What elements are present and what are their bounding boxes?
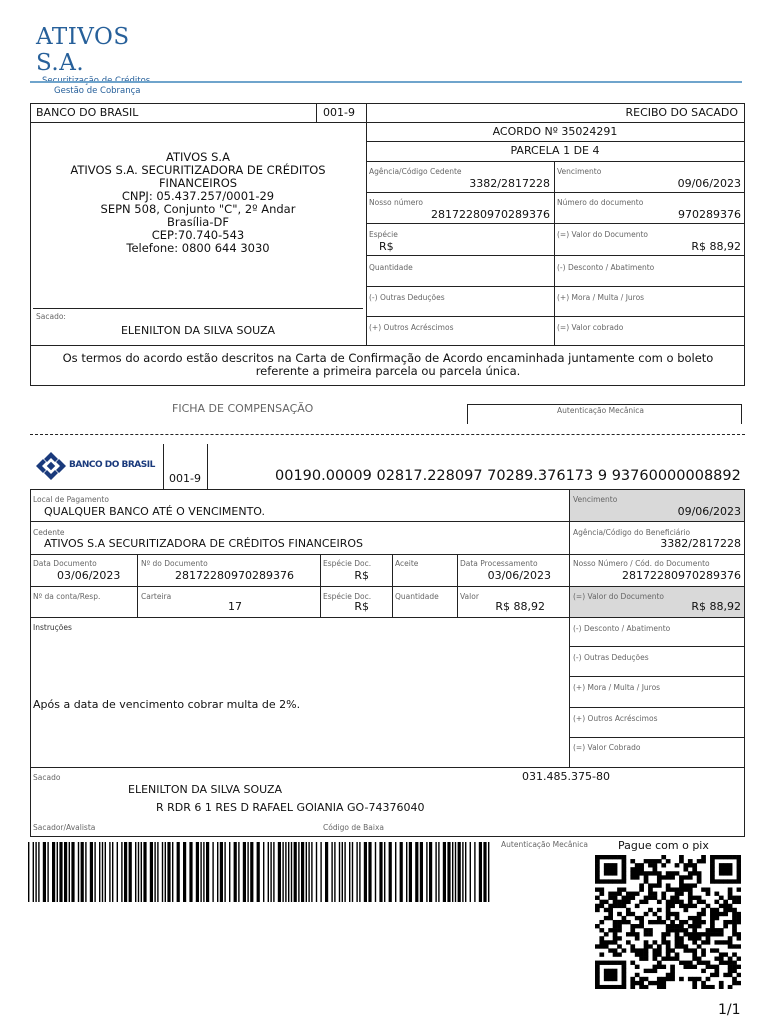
pix-label: Pague com o pix xyxy=(618,839,709,852)
instrucao-text: Após a data de vencimento cobrar multa de 2%. xyxy=(33,698,301,711)
receipt-especie-label: Espécie xyxy=(369,230,398,239)
receipt-valor-doc-label: (=) Valor do Documento xyxy=(557,230,648,239)
bank-logo-icon xyxy=(36,452,66,480)
receipt-vencimento: 09/06/2023 xyxy=(677,177,741,190)
slip-sacado-doc: 031.485.375-80 xyxy=(522,770,610,783)
local-label: Local de Pagamento xyxy=(33,495,109,504)
receipt-vencimento-label: Vencimento xyxy=(557,167,602,176)
especie-doc-label: Espécie Doc. xyxy=(323,559,372,568)
receipt-nosso-numero: 28172280970289376 xyxy=(431,208,550,221)
slip-sacado-label: Sacado xyxy=(33,773,61,782)
slip-vencimento: 09/06/2023 xyxy=(677,505,741,518)
receipt-desconto-label: (-) Desconto / Abatimento xyxy=(557,263,655,272)
slip-sacado: ELENILTON DA SILVA SOUZA xyxy=(128,783,283,796)
local-pagamento: QUALQUER BANCO ATÉ O VENCIMENTO. xyxy=(44,505,266,518)
carteira: 17 xyxy=(228,600,242,613)
receipt-note: Os termos do acordo estão descritos na Carta de Confirmação de Acordo encaminhada juntamente com o boleto referente a primeira parcela ou parcela única. xyxy=(62,351,714,378)
header-rule xyxy=(30,81,742,83)
logo-subtitle-2: Gestão de Cobrança xyxy=(54,86,141,96)
receipt-agencia: 3382/2817228 xyxy=(469,177,550,190)
num-doc: 28172280970289376 xyxy=(175,569,294,582)
company-line: Telefone: 0800 644 3030 xyxy=(126,241,270,255)
especie2: R$ xyxy=(354,600,369,613)
valor: R$ 88,92 xyxy=(495,600,545,613)
quantidade-label: Quantidade xyxy=(395,592,439,601)
page-number: 1/1 xyxy=(718,1002,741,1018)
bank-logo-text: BANCO DO BRASIL xyxy=(69,460,155,470)
receipt-parcela: PARCELA 1 DE 4 xyxy=(510,144,600,157)
slip-endereco: R RDR 6 1 RES D RAFAEL GOIANIA GO-74376040 xyxy=(156,801,425,814)
aceite-label: Aceite xyxy=(395,559,419,568)
linha-digitavel: 00190.00009 02817.228097 70289.376173 9 93760000008892 xyxy=(275,468,741,484)
cedente-label: Cedente xyxy=(33,528,65,537)
receipt-sacado-label: Sacado: xyxy=(36,312,66,321)
ficha-autenticacao-label: Autenticação Mecânica xyxy=(557,406,644,415)
cut-line xyxy=(30,434,745,435)
data-doc: 03/06/2023 xyxy=(57,569,121,582)
logo-title: ATIVOS S.A. xyxy=(36,24,130,76)
instrucoes-label: Instruções xyxy=(33,623,72,632)
receipt-outros-acrescimos-label: (+) Outros Acréscimos xyxy=(369,323,454,332)
receipt-bank-code: 001-9 xyxy=(323,106,355,119)
company-line: FINANCEIROS xyxy=(158,176,238,190)
company-line: Brasília-DF xyxy=(167,215,229,229)
receipt-numero-documento-label: Número do documento xyxy=(557,198,644,207)
nosso-num-label: Nosso Número / Cód. do Documento xyxy=(573,559,710,568)
receipt-bank-name: BANCO DO BRASIL xyxy=(36,106,139,119)
receipt-especie: R$ xyxy=(379,240,394,253)
slip-bank-code: 001-9 xyxy=(169,472,201,485)
slip-desconto-label: (-) Desconto / Abatimento xyxy=(573,624,671,633)
nosso-num: 28172280970289376 xyxy=(622,569,741,582)
slip-valor-doc: R$ 88,92 xyxy=(691,600,741,613)
receipt-mora-label: (+) Mora / Multa / Juros xyxy=(557,293,645,302)
bank-logo xyxy=(36,452,155,480)
slip-vencimento-label: Vencimento xyxy=(573,495,618,504)
receipt-sacado: ELENILTON DA SILVA SOUZA xyxy=(120,324,276,337)
valor-label: Valor xyxy=(460,592,479,601)
pix-qr-code[interactable] xyxy=(595,855,741,989)
company-line: CNPJ: 05.437.257/0001-29 xyxy=(121,189,275,203)
especie-doc: R$ xyxy=(354,569,369,582)
slip-outros-acrescimos-label: (+) Outros Acréscimos xyxy=(573,714,658,723)
slip-mora-label: (+) Mora / Multa / Juros xyxy=(573,683,661,692)
company-line: ATIVOS S.A. SECURITIZADORA DE CRÉDITOS xyxy=(70,163,326,177)
company-logo xyxy=(36,24,176,96)
company-line: ATIVOS S.A xyxy=(166,150,230,164)
data-proc: 03/06/2023 xyxy=(487,569,551,582)
receipt-outras-deducoes-label: (-) Outras Deduções xyxy=(369,293,445,302)
receipt-nosso-numero-label: Nosso número xyxy=(369,198,423,207)
carteira-label: Carteira xyxy=(141,592,172,601)
slip-autenticacao-label: Autenticação Mecânica xyxy=(501,840,588,849)
slip-agencia-label: Agência/Código do Beneficiário xyxy=(573,528,691,537)
cedente: ATIVOS S.A SECURITIZADORA DE CRÉDITOS FINANCEIROS xyxy=(44,537,363,550)
barcode-image xyxy=(28,842,492,902)
company-line: CEP:70.740-543 xyxy=(151,228,245,242)
slip-valor-cobrado-label: (=) Valor Cobrado xyxy=(573,743,641,752)
ficha-title: FICHA DE COMPENSAÇÃO xyxy=(172,402,314,415)
receipt-acordo: ACORDO Nº 35024291 xyxy=(492,125,618,138)
receipt-company-info xyxy=(30,151,366,255)
data-doc-label: Data Documento xyxy=(33,559,97,568)
receipt-agencia-label: Agência/Código Cedente xyxy=(369,167,462,176)
receipt-title: RECIBO DO SACADO xyxy=(625,106,738,119)
receipt-numero-documento: 970289376 xyxy=(678,208,741,221)
conta-label: Nº da conta/Resp. xyxy=(33,592,101,601)
codigo-baixa-label: Código de Baixa xyxy=(323,823,385,832)
num-doc-label: Nº do Documento xyxy=(141,559,208,568)
receipt-valor-doc: R$ 88,92 xyxy=(691,240,741,253)
slip-agencia: 3382/2817228 xyxy=(660,537,741,550)
receipt-quantidade-label: Quantidade xyxy=(369,263,413,272)
slip-outras-deducoes-label: (-) Outras Deduções xyxy=(573,653,649,662)
company-line: SEPN 508, Conjunto "C", 2º Andar xyxy=(100,202,296,216)
slip-valor-doc-label: (=) Valor do Documento xyxy=(573,592,664,601)
avalista-label: Sacador/Avalista xyxy=(33,823,96,832)
receipt-valor-cobrado-label: (=) Valor cobrado xyxy=(557,323,624,332)
especie2-label: Espécie Doc. xyxy=(323,592,372,601)
data-proc-label: Data Processamento xyxy=(460,559,538,568)
